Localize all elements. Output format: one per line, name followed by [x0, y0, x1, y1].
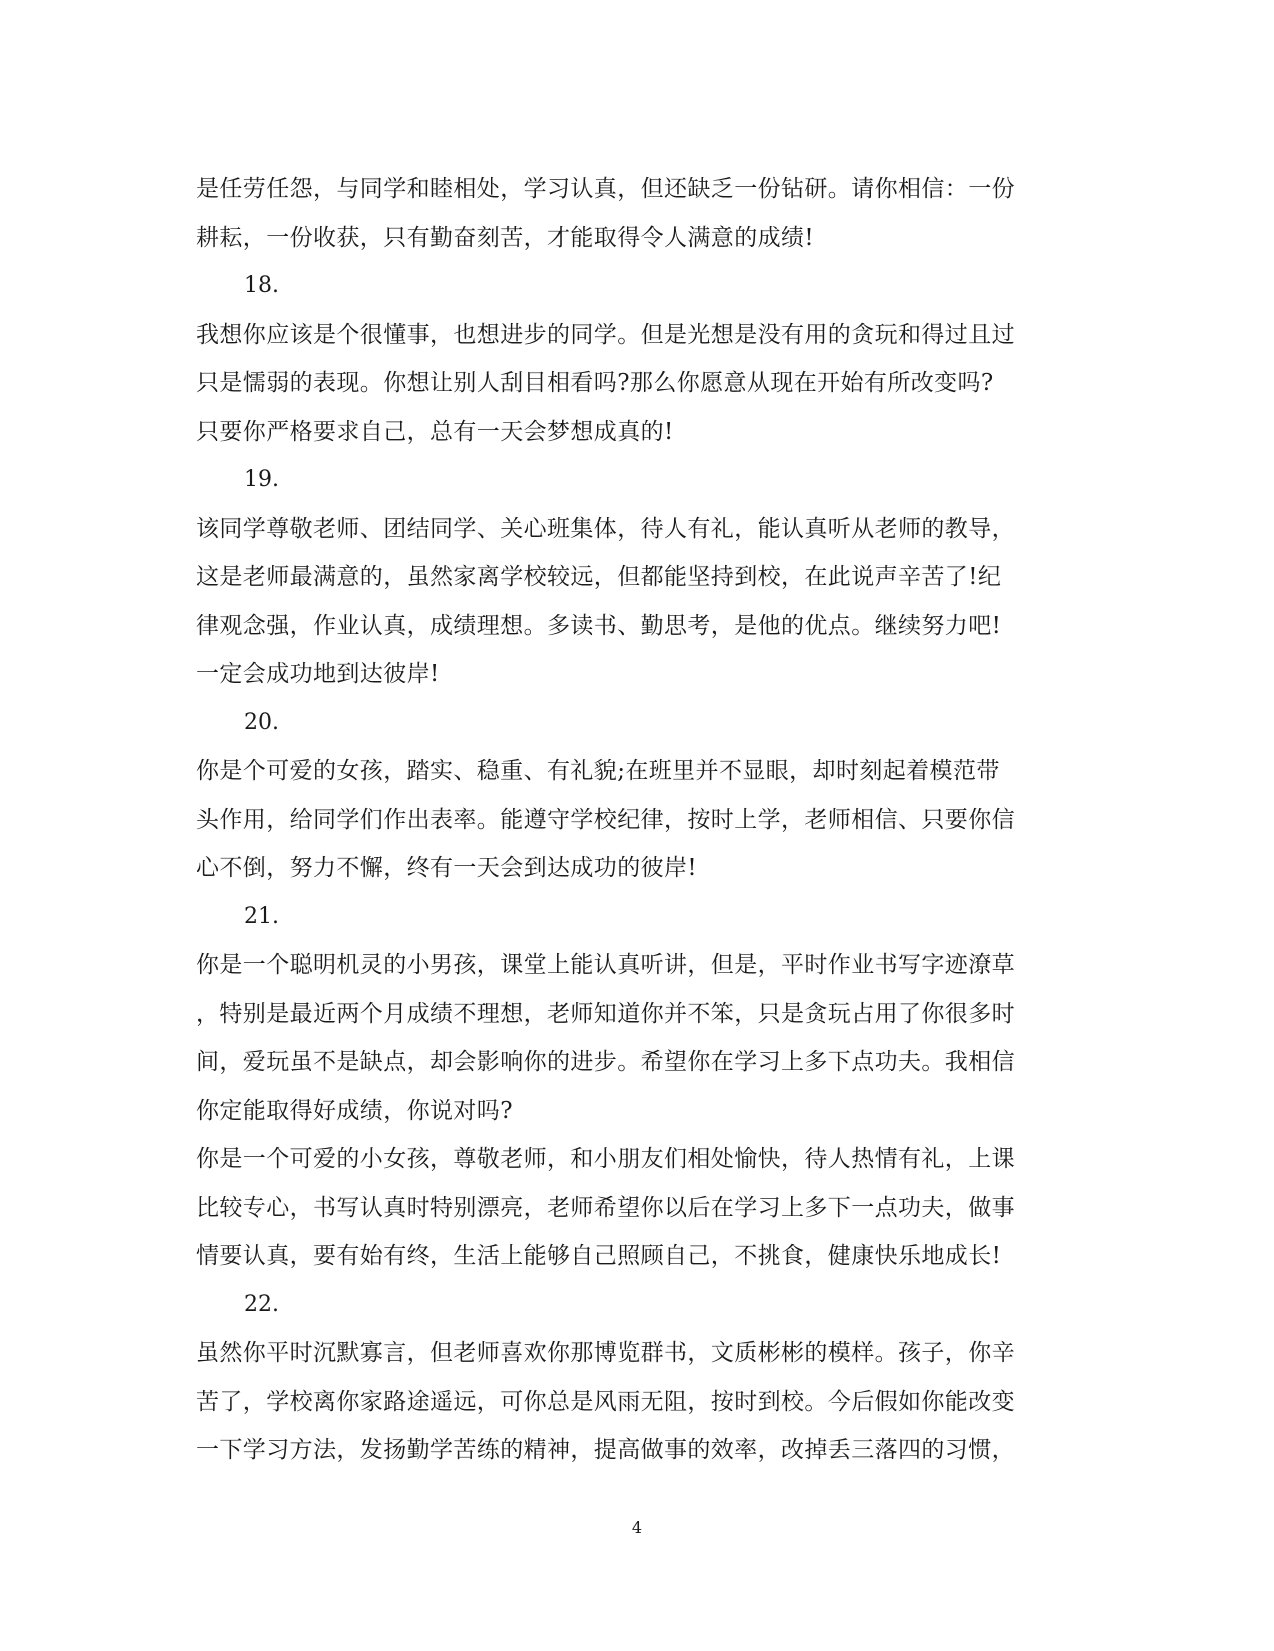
text-line: 心不倒，努力不懈，终有一天会到达成功的彼岸! [196, 855, 698, 881]
text-line: 一下学习方法，发扬勤学苦练的精神，提高做事的效率，改掉丢三落四的习惯， [196, 1437, 1015, 1463]
text-line: 该同学尊敬老师、团结同学、关心班集体，待人有礼，能认真听从老师的教导， [196, 515, 1015, 542]
item-number: 22. [244, 1291, 279, 1317]
text-line: ，特别是最近两个月成绩不理想，老师知道你并不笨，只是贪玩占用了你很多时 [196, 1000, 1015, 1027]
text-line: 是任劳任怨，与同学和睦相处，学习认真，但还缺乏一份钻研。请你相信：一份 [196, 176, 1015, 202]
text-line: 间，爱玩虽不是缺点，却会影响你的进步。希望你在学习上多下点功夫。我相信 [196, 1049, 1015, 1075]
text-line: 一定会成功地到达彼岸! [196, 661, 440, 687]
page-number: 4 [631, 1518, 643, 1537]
text-line: 比较专心，书写认真时特别漂亮，老师希望你以后在学习上多下一点功夫，做事 [196, 1194, 1015, 1221]
text-line: 苦了，学校离你家路途遥远，可你总是风雨无阻，按时到校。今后假如你能改变 [196, 1388, 1015, 1415]
text-line: 你定能取得好成绩，你说对吗? [196, 1097, 513, 1124]
text-line: 情要认真，要有始有终，生活上能够自己照顾自己，不挑食，健康快乐地成长! [196, 1243, 1002, 1269]
item-number: 21. [244, 903, 279, 929]
text-line: 我想你应该是个很懂事，也想进步的同学。但是光想是没有用的贪玩和得过且过 [196, 321, 1015, 348]
text-line: 头作用，给同学们作出表率。能遵守学校纪律，按时上学，老师相信、只要你信 [196, 806, 1015, 833]
text-line: 只是懦弱的表现。你想让别人刮目相看吗?那么你愿意从现在开始有所改变吗? [196, 370, 994, 396]
text-line: 只要你严格要求自己，总有一天会梦想成真的! [196, 418, 674, 445]
text-line: 这是老师最满意的，虽然家离学校较远，但都能坚持到校，在此说声辛苦了!纪 [196, 564, 1002, 590]
item-number: 18. [244, 273, 279, 298]
item-number: 19. [244, 467, 279, 492]
document-body [196, 165, 1076, 1475]
text-line: 你是一个可爱的小女孩，尊敬老师，和小朋友们相处愉快，待人热情有礼，上课 [196, 1146, 1015, 1172]
text-line: 你是一个聪明机灵的小男孩，课堂上能认真听讲，但是，平时作业书写字迹潦草 [196, 952, 1015, 978]
item-number: 20. [244, 709, 279, 735]
text-line: 你是个可爱的女孩，踏实、稳重、有礼貌;在班里并不显眼，却时刻起着模范带 [196, 758, 1000, 784]
text-line: 律观念强，作业认真，成绩理想。多读书、勤思考，是他的优点。继续努力吧! [196, 612, 1002, 639]
text-line: 虽然你平时沉默寡言，但老师喜欢你那博览群书，文质彬彬的模样。孩子，你辛 [196, 1340, 1015, 1366]
text-line: 耕耘，一份收获，只有勤奋刻苦，才能取得令人满意的成绩! [196, 224, 815, 251]
